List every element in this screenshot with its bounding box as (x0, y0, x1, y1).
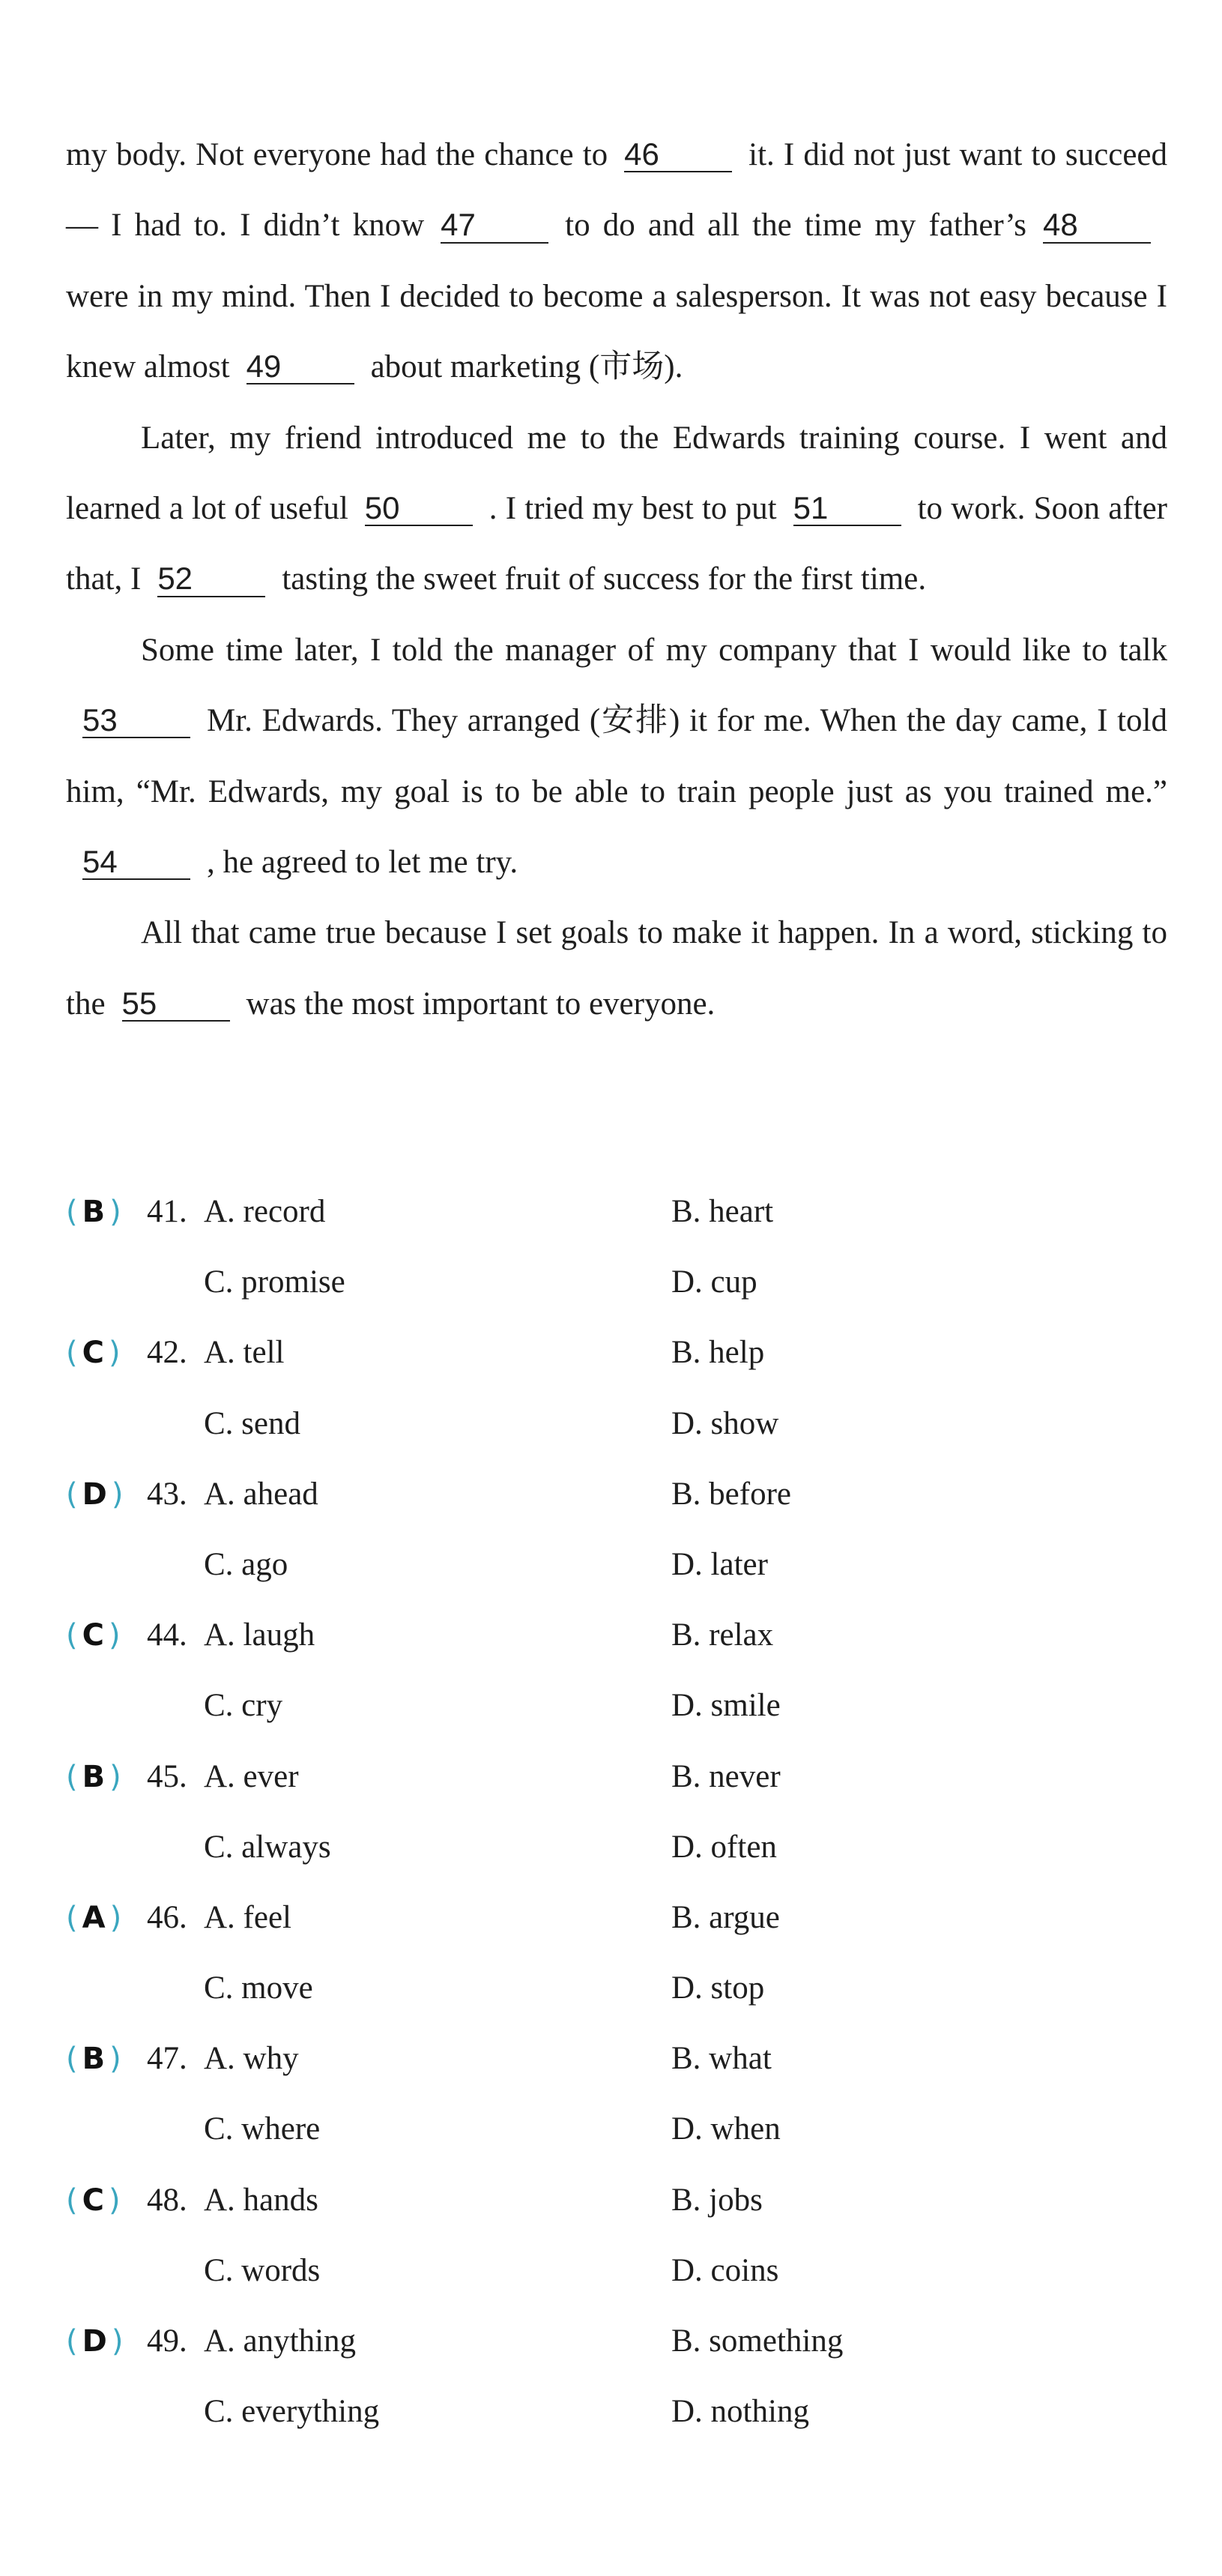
answer-letter: B (82, 1195, 106, 1229)
text: Some time later, I told the manager of my company that I would like to talk (141, 632, 1167, 668)
answer-letter: D (82, 2324, 107, 2359)
option-d: D. stop (671, 1970, 765, 2006)
right-paren: ) (109, 2042, 121, 2077)
option-d: D. when (671, 2111, 781, 2147)
question-row-2 (66, 1671, 1167, 1741)
left-paren: ( (66, 2324, 78, 2359)
right-paren: ) (108, 1336, 121, 1371)
text: Mr. Edwards. They arranged (安排) it for me. When the day came, I told him, “Mr. Edwards, my goal is to be able to train people just as you trained me.” (66, 703, 1167, 809)
text: , he agreed to let me try. (207, 845, 518, 881)
answer-letter: A (82, 1900, 106, 1935)
option-d: D. nothing (671, 2394, 809, 2430)
option-c: C. words (204, 2252, 321, 2288)
answer-letter: B (82, 1759, 106, 1794)
question-row-2 (66, 2094, 1167, 2165)
option-b: B. jobs (671, 2182, 763, 2218)
option-d: D. later (671, 1546, 768, 1582)
answer-letter: C (82, 1618, 104, 1653)
option-d: D. smile (671, 1688, 781, 1724)
option-a: A. tell (204, 1335, 285, 1371)
question-number: 44. (147, 1617, 187, 1653)
paragraph-1 (66, 120, 1167, 403)
question-row-2 (66, 1953, 1167, 2024)
question-number: 49. (147, 2323, 187, 2359)
option-b: B. what (671, 2041, 772, 2077)
answer-box (66, 1883, 121, 1953)
option-a: A. laugh (204, 1617, 315, 1653)
right-paren: ) (111, 1476, 124, 1512)
question-row-2 (66, 1812, 1167, 1883)
question-number: 48. (147, 2182, 187, 2218)
question-number: 43. (147, 1476, 187, 1512)
answer-letter: C (82, 1336, 104, 1371)
text: tasting the sweet fruit of success for the first time. (282, 561, 927, 597)
question-number: 42. (147, 1335, 187, 1371)
answer-letter: B (82, 2042, 106, 2077)
text: to do and all the time my father’s (565, 208, 1026, 244)
cloze-passage (66, 120, 1167, 1040)
option-d: D. coins (671, 2252, 779, 2288)
blank-47: 47 (441, 208, 548, 243)
question-row (66, 2165, 1167, 2236)
question-row (66, 1883, 1167, 1953)
question-row (66, 2024, 1167, 2094)
question-row-2 (66, 1530, 1167, 1600)
question-row-2 (66, 2377, 1167, 2447)
left-paren: ( (66, 1618, 78, 1653)
question-row-2 (66, 1389, 1167, 1459)
text: were in my mind. Then I decided to become a salesperson. It was not easy because I knew almost (66, 278, 1167, 385)
left-paren: ( (66, 1336, 78, 1371)
question-row (66, 1742, 1167, 1812)
blank-46: 46 (624, 138, 732, 172)
left-paren: ( (66, 1900, 78, 1935)
question-row (66, 1459, 1167, 1530)
option-a: A. hands (204, 2182, 318, 2218)
blank-51: 51 (793, 492, 901, 526)
answer-box (66, 2306, 123, 2377)
answer-box (66, 2024, 121, 2094)
question-row (66, 1600, 1167, 1671)
right-paren: ) (108, 1618, 121, 1653)
question-row-2 (66, 2236, 1167, 2306)
right-paren: ) (111, 2324, 124, 2359)
paragraph-3 (66, 615, 1167, 899)
answer-letter: C (82, 2183, 104, 2218)
blank-52: 52 (157, 562, 265, 597)
option-c: C. move (204, 1970, 313, 2006)
text: about marketing (市场). (370, 349, 683, 385)
paragraph-2 (66, 403, 1167, 615)
answer-box (66, 1177, 121, 1247)
blank-49: 49 (246, 350, 354, 384)
option-d: D. show (671, 1405, 779, 1441)
answer-box (66, 1318, 121, 1388)
blank-50: 50 (365, 492, 473, 526)
option-d: D. often (671, 1829, 777, 1865)
left-paren: ( (66, 2183, 78, 2218)
question-number: 41. (147, 1194, 187, 1229)
question-number: 47. (147, 2041, 187, 2077)
question-row-2 (66, 1247, 1167, 1318)
option-a: A. anything (204, 2323, 357, 2359)
answer-letter: D (82, 1476, 107, 1512)
left-paren: ( (66, 1759, 78, 1794)
right-paren: ) (109, 1900, 122, 1935)
option-c: C. send (204, 1405, 300, 1441)
blank-48: 48 (1043, 208, 1151, 243)
option-a: A. ahead (204, 1476, 318, 1512)
blank-55: 55 (122, 987, 230, 1022)
answer-box (66, 2165, 121, 2236)
option-b: B. help (671, 1335, 765, 1371)
right-paren: ) (108, 2183, 121, 2218)
option-c: C. ago (204, 1546, 288, 1582)
answer-box (66, 1600, 121, 1671)
blank-53: 53 (82, 704, 190, 738)
left-paren: ( (66, 1476, 78, 1512)
question-number: 46. (147, 1899, 187, 1935)
option-c: C. cry (204, 1688, 283, 1724)
option-b: B. heart (671, 1194, 774, 1229)
option-a: A. why (204, 2041, 299, 2077)
text: . I tried my best to put (489, 491, 777, 527)
option-c: C. everything (204, 2394, 380, 2430)
option-c: C. always (204, 1829, 331, 1865)
question-row (66, 1318, 1167, 1388)
option-d: D. cup (671, 1264, 757, 1300)
option-a: A. feel (204, 1899, 291, 1935)
option-b: B. before (671, 1476, 791, 1512)
right-paren: ) (109, 1195, 121, 1229)
answer-box (66, 1742, 121, 1812)
option-b: B. argue (671, 1899, 780, 1935)
question-list (66, 1177, 1167, 2447)
text: All that came true because I set goals to make it happen. In a word, sticking to the (66, 915, 1167, 1022)
blank-54: 54 (82, 845, 190, 880)
text: my body. Not everyone had the chance to (66, 137, 608, 172)
option-b: B. relax (671, 1617, 774, 1653)
option-c: C. where (204, 2111, 321, 2147)
question-row (66, 1177, 1167, 1247)
right-paren: ) (109, 1759, 121, 1794)
answer-box (66, 1459, 123, 1530)
text: to work. Soon after that, I (66, 491, 1167, 597)
option-b: B. never (671, 1758, 781, 1794)
paragraph-4 (66, 898, 1167, 1040)
question-number: 45. (147, 1758, 187, 1794)
option-b: B. something (671, 2323, 844, 2359)
question-row (66, 2306, 1167, 2377)
left-paren: ( (66, 2042, 78, 2077)
option-a: A. record (204, 1194, 326, 1229)
text: it. I did not just want to succeed — I had to. I didn’t know (66, 137, 1168, 244)
option-c: C. promise (204, 1264, 345, 1300)
text: was the most important to everyone. (246, 986, 716, 1022)
left-paren: ( (66, 1195, 78, 1229)
text: Later, my friend introduced me to the Edwards training course. I went and learned a lot of useful (66, 420, 1167, 527)
option-a: A. ever (204, 1758, 299, 1794)
